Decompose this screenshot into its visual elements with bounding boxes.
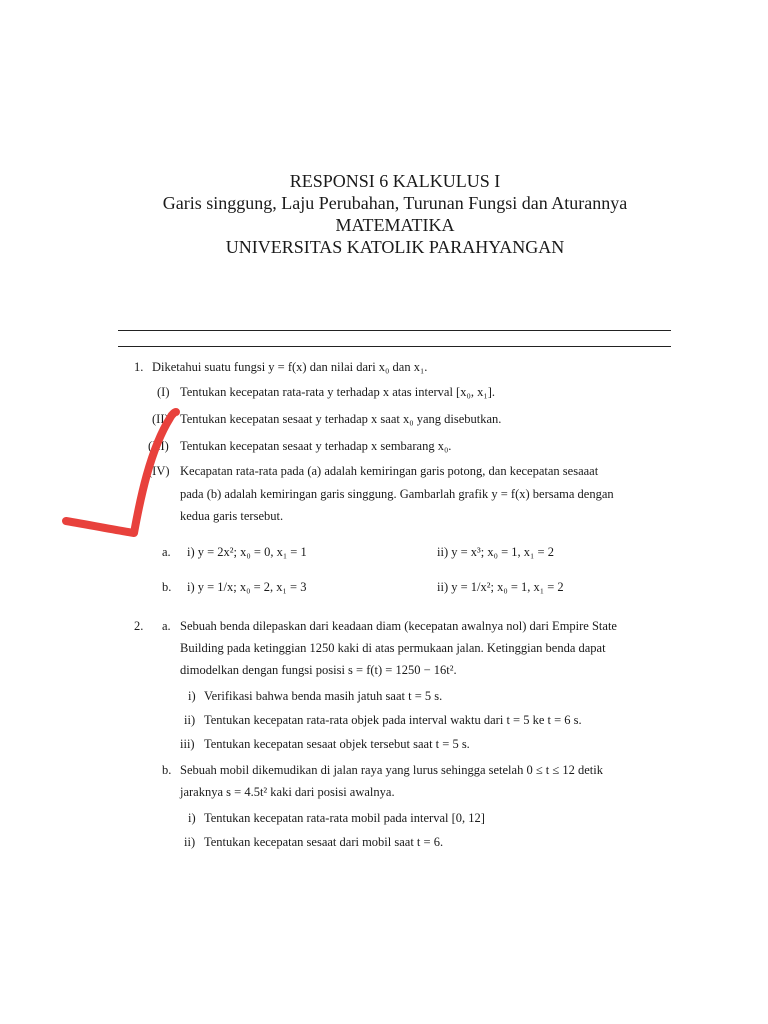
q1-item-label: (IV) [148,464,170,478]
q1-item-text: Tentukan kecepatan sesaat y terhadap x saat x₀ yang disebutkan. [180,412,502,426]
divider-top [118,330,671,331]
q1-case-ii: ii) y = 1/x²; x₀ = 1, x₁ = 2 [437,580,564,594]
q2b-text: Sebuah mobil dikemudikan di jalan raya yang lurus sehingga setelah 0 ≤ t ≤ 12 detik [180,763,604,777]
q1-item-label: (I) [157,385,170,399]
q2a-text: Sebuah benda dilepaskan dari keadaan diam (kecepatan awalnya nol) dari Empire State [180,619,617,633]
q2a-text: dimodelkan dengan fungsi posisi s = f(t) = 1250 − 16t². [180,663,457,677]
document-header [0,170,768,258]
q1-item-text: Tentukan kecepatan rata-rata y terhadap x atas interval [x₀, x₁]. [180,385,495,399]
topic-title: Garis singgung, Laju Perubahan, Turunan Fungsi dan Aturannya [162,193,628,213]
q2a-sub-text: Tentukan kecepatan sesaat objek tersebut saat t = 5 s. [204,737,470,751]
q1-case-i: i) y = 1/x; x₀ = 2, x₁ = 3 [187,580,307,594]
q1-item-label: (III) [148,439,169,453]
q2a-sub-label: i) [188,689,196,703]
q2a-label: a. [162,619,171,633]
q1-item-text: Tentukan kecepatan sesaat y terhadap x sembarang x₀. [180,439,452,453]
q1-item-text: pada (b) adalah kemiringan garis singgung. Gambarlah grafik y = f(x) bersama dengan [180,487,614,501]
q2a-text: Building pada ketinggian 1250 kaki di atas permukaan jalan. Ketinggian benda dapat [180,641,606,655]
q2-number: 2. [134,619,144,633]
q1-case-ii: ii) y = x³; x₀ = 1, x₁ = 2 [437,545,554,559]
q1-item-text: Kecapatan rata-rata pada (a) adalah kemiringan garis potong, dan kecepatan sesaaat [180,464,599,478]
q1-item-label: (II) [152,412,169,426]
course-title: RESPONSI 6 KALKULUS I [289,171,501,191]
q2b-label: b. [162,763,172,777]
q2b-text: jaraknya s = 4.5t² kaki dari posisi awalnya. [180,785,395,799]
q2a-sub-text: Verifikasi bahwa benda masih jatuh saat t = 5 s. [204,689,443,703]
q1-number: 1. [134,360,144,374]
divider-bottom [118,346,671,347]
q1-case-label: b. [162,580,172,594]
q2a-sub-label: iii) [180,737,195,751]
q2a-sub-label: ii) [184,713,196,727]
q2b-sub-text: Tentukan kecepatan sesaat dari mobil saat t = 6. [204,835,444,849]
q1-case-i: i) y = 2x²; x₀ = 0, x₁ = 1 [187,545,307,559]
q1-case-label: a. [162,545,171,559]
q2b-sub-label: ii) [184,835,196,849]
university: UNIVERSITAS KATOLIK PARAHYANGAN [225,237,565,257]
q2b-sub-text: Tentukan kecepatan rata-rata mobil pada interval [0, 12] [204,811,485,825]
q2b-sub-label: i) [188,811,196,825]
department: MATEMATIKA [335,215,455,235]
q1-item-text: kedua garis tersebut. [180,509,284,523]
q1-intro: Diketahui suatu fungsi y = f(x) dan nilai dari x₀ dan x₁. [152,360,428,374]
q2a-sub-text: Tentukan kecepatan rata-rata objek pada interval waktu dari t = 5 ke t = 6 s. [204,713,582,727]
